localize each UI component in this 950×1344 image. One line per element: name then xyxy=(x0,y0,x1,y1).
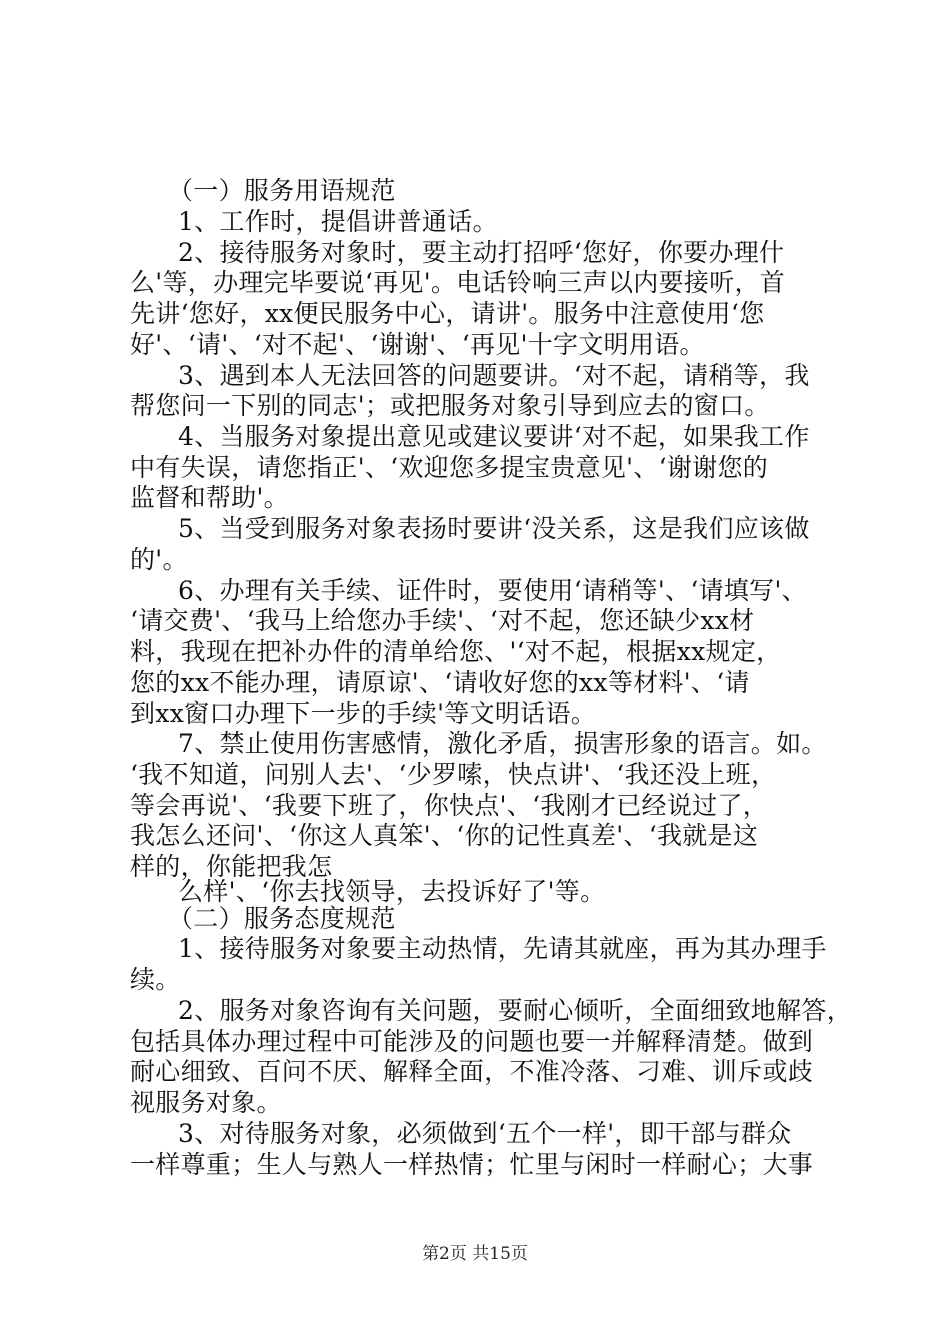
paragraph-line: 到xx窗口办理下一步的手续'等文明话语。 xyxy=(130,699,597,728)
paragraph-line: 1、接待服务对象要主动热情，先请其就座，再为其办理手 xyxy=(178,934,827,963)
paragraph-line: 6、办理有关手续、证件时，要使用‘请稍等'、‘请填写'、 xyxy=(178,576,807,605)
paragraph-line: 的'。 xyxy=(130,545,188,574)
paragraph-line: 您的xx不能办理，请原谅'、‘请收好您的xx等材料'、‘请 xyxy=(130,668,750,697)
paragraph-line: 3、遇到本人无法回答的问题要讲。‘对不起，请稍等，我 xyxy=(178,361,810,390)
paragraph-line: 么样'、‘你去找领导，去投诉好了'等。 xyxy=(178,877,606,906)
paragraph-line: 包括具体办理过程中可能涉及的问题也要一并解释清楚。做到 xyxy=(130,1027,814,1056)
paragraph-line: ‘请交费'、‘我马上给您办手续'、‘对不起，您还缺少xx材 xyxy=(130,606,755,635)
paragraph-line: 样的，你能把我怎 xyxy=(130,852,333,881)
paragraph-line: 么'等，办理完毕要说‘再见'。电话铃响三声以内要接听，首 xyxy=(130,268,786,297)
heading-service-language: （一）服务用语规范 xyxy=(168,176,396,205)
paragraph-line: 1、工作时，提倡讲普通话。 xyxy=(178,207,498,236)
paragraph-line: 我怎么还问'、‘你这人真笨'、‘你的记性真差'、‘我就是这 xyxy=(130,821,759,850)
paragraph-line: 等会再说'、‘我要下班了，你快点'、‘我刚才已经说过了， xyxy=(130,791,769,820)
paragraph-line: 先讲‘您好，xx便民服务中心，请讲'。服务中注意使用‘您 xyxy=(130,299,765,328)
paragraph-line: 7、禁止使用伤害感情，激化矛盾，损害形象的语言。如。 xyxy=(178,729,827,758)
paragraph-line: 续。 xyxy=(130,965,181,994)
paragraph-line: 5、当受到服务对象表扬时要讲‘没关系，这是我们应该做 xyxy=(178,514,810,543)
paragraph-line: 耐心细致、百问不厌、解释全面，不准冷落、刁难、训斥或歧 xyxy=(130,1057,814,1086)
paragraph-line: 2、接待服务对象时，要主动打招呼‘您好，你要办理什 xyxy=(178,238,785,267)
paragraph-line: 一样尊重；生人与熟人一样热情；忙里与闲时一样耐心；大事 xyxy=(130,1150,814,1179)
paragraph-line: 中有失误，请您指正'、‘欢迎您多提宝贵意见'、‘谢谢您的 xyxy=(130,453,769,482)
paragraph-line: 3、对待服务对象，必须做到‘五个一样'，即干部与群众 xyxy=(178,1119,792,1148)
paragraph-line: 料，我现在把补办件的清单给您、'‘对不起，根据xx规定， xyxy=(130,637,782,666)
heading-service-attitude: （二）服务态度规范 xyxy=(168,904,396,933)
paragraph-line: 帮您问一下别的同志'；或把服务对象引导到应去的窗口。 xyxy=(130,391,770,420)
paragraph-line: 好'、‘请'、‘对不起'、‘谢谢'、‘再见'十字文明用语。 xyxy=(130,330,705,359)
paragraph-line: 2、服务对象咨询有关问题，要耐心倾听，全面细致地解答， xyxy=(178,996,853,1025)
paragraph-line: 监督和帮助'。 xyxy=(130,483,289,512)
paragraph-line: 视服务对象。 xyxy=(130,1088,282,1117)
paragraph-line: 4、当服务对象提出意见或建议要讲‘对不起，如果我工作 xyxy=(178,422,810,451)
page-number-footer: 第2页 共15页 xyxy=(422,1244,528,1264)
paragraph-line: ‘我不知道，问别人去'、‘少罗嗦，快点讲'、‘我还没上班， xyxy=(130,760,777,789)
